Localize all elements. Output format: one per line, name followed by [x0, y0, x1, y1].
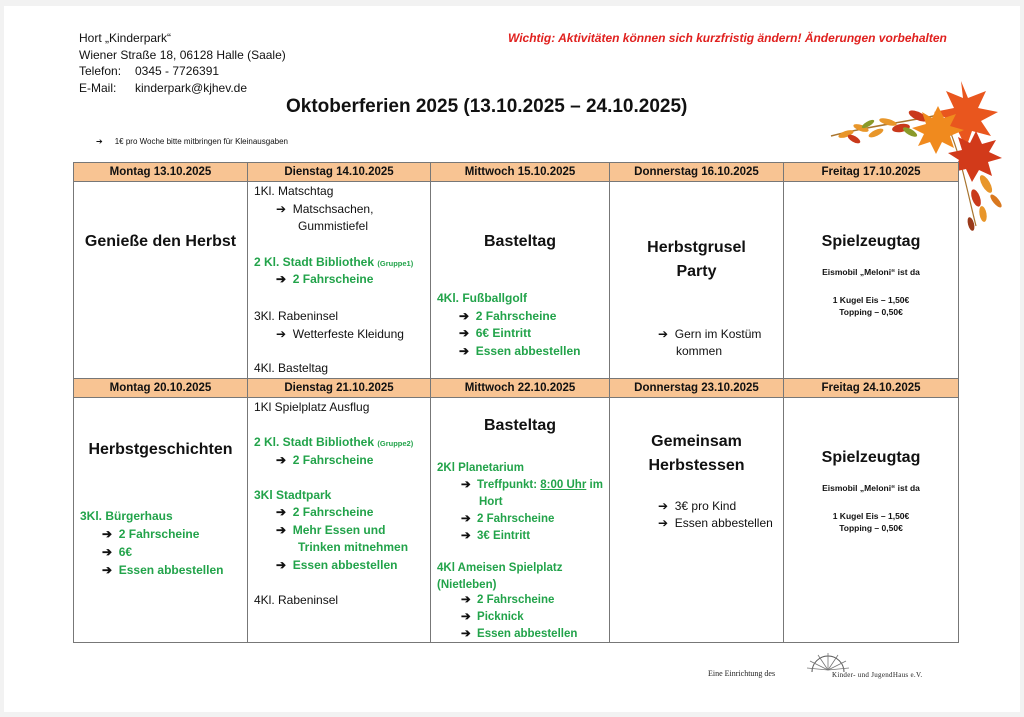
- activity-detail: [80, 544, 245, 561]
- note: [96, 137, 288, 146]
- activity-line: 3Kl Stadtpark: [254, 488, 332, 502]
- arrow-icon: ➔: [461, 513, 471, 525]
- activity-line: 3Kl. Rabeninsel: [254, 309, 339, 323]
- activity-title: Spielzeugtag: [821, 233, 921, 250]
- cell-tue-21: [248, 398, 431, 643]
- schedule-table: [73, 162, 959, 643]
- activity-text: 2 Kl. Stadt Bibliothek: [254, 255, 375, 269]
- activity-detail: [437, 592, 607, 609]
- detail-text: 3€ Eintritt: [477, 530, 531, 542]
- detail-text: Matschsachen, Gummistiefel: [292, 202, 374, 233]
- email: kinderpark@kjhev.de: [135, 80, 248, 95]
- activity-line: 4Kl. Rabeninsel: [254, 593, 339, 607]
- week2-row: [74, 398, 959, 643]
- org-logo-text: Kinder- und JugendHaus e.V.: [832, 671, 923, 679]
- phone-label: Telefon:: [79, 64, 122, 78]
- phone-line: [79, 63, 286, 80]
- detail-text: Wetterfeste Kleidung: [292, 327, 404, 341]
- detail-text: Essen abbestellen: [118, 563, 224, 577]
- activity-title: Party: [676, 263, 717, 280]
- activity-detail: [437, 325, 607, 342]
- detail-text: 2 Fahrscheine: [292, 453, 374, 467]
- activity-title: Basteltag: [483, 233, 557, 250]
- activity-detail: [80, 562, 245, 579]
- activity-detail: [437, 511, 607, 528]
- address-block: [79, 30, 286, 96]
- week1-header-row: [74, 163, 959, 182]
- detail-text: 6€ Eintritt: [475, 326, 532, 340]
- detail-text: 2 Fahrscheine: [118, 527, 200, 541]
- day-header: Donnerstag 23.10.2025: [610, 379, 784, 398]
- activity-line: 4Kl Ameisen Spielplatz (Nietleben): [437, 562, 563, 591]
- arrow-icon: ➔: [658, 516, 669, 530]
- activity-line: 4Kl. Basteltag: [254, 361, 329, 375]
- detail-text: Essen abbestellen: [674, 516, 773, 530]
- activity-detail: [634, 515, 781, 532]
- activity-detail: [437, 626, 607, 643]
- activity-detail: [437, 528, 607, 545]
- detail-text: Mehr Essen und Trinken mitnehmen: [292, 523, 409, 554]
- day-header: Freitag 24.10.2025: [784, 379, 959, 398]
- cell-wed-22: [431, 398, 610, 643]
- arrow-icon: ➔: [459, 326, 470, 340]
- detail-text: 2 Fahrscheine: [292, 272, 374, 286]
- activity-title: Spielzeugtag: [821, 449, 921, 466]
- activity-title: Herbstgrusel: [647, 239, 746, 256]
- arrow-icon: ➔: [276, 327, 287, 341]
- detail-text: 2 Fahrscheine: [475, 309, 557, 323]
- activity-line: [254, 254, 428, 272]
- arrow-icon: ➔: [461, 628, 471, 640]
- week2-header-row: [74, 379, 959, 398]
- detail-text: 2 Fahrscheine: [477, 594, 555, 606]
- arrow-icon: ➔: [276, 202, 287, 216]
- activity-title: Herbstessen: [648, 457, 745, 474]
- arrow-icon: ➔: [276, 558, 287, 572]
- activity-line: 1Kl. Matschtag: [254, 184, 334, 198]
- cell-thu-16: [610, 182, 784, 379]
- info-line: Eismobil „Meloni“ ist da: [822, 483, 920, 493]
- cell-fri-17: [784, 182, 959, 379]
- activity-line: [254, 434, 428, 452]
- activity-detail: [437, 343, 607, 360]
- arrow-icon: ➔: [461, 594, 471, 606]
- activity-line: 1Kl Spielplatz Ausflug: [254, 400, 370, 414]
- activity-detail: [254, 504, 428, 521]
- detail-text: 6€: [118, 545, 133, 559]
- activity-detail: [254, 271, 428, 288]
- cell-mon-20: [74, 398, 248, 643]
- info-line: Topping – 0,50€: [839, 307, 903, 317]
- arrow-icon: ➔: [276, 523, 287, 537]
- detail-text: 2 Fahrscheine: [292, 505, 374, 519]
- activity-detail: [254, 522, 428, 556]
- day-header: Donnerstag 16.10.2025: [610, 163, 784, 182]
- activity-detail: [437, 609, 607, 626]
- activity-detail: [437, 477, 607, 511]
- day-header: Montag 13.10.2025: [74, 163, 248, 182]
- activity-title: Genieße den Herbst: [84, 233, 237, 250]
- day-header: Freitag 17.10.2025: [784, 163, 959, 182]
- activity-text: 2 Kl. Stadt Bibliothek: [254, 435, 375, 449]
- arrow-icon: ➔: [461, 479, 471, 491]
- activity-detail: [254, 201, 428, 235]
- cell-tue-14: [248, 182, 431, 379]
- arrow-icon: ➔: [461, 530, 471, 542]
- arrow-icon: ➔: [96, 137, 103, 146]
- arrow-icon: ➔: [461, 611, 471, 623]
- address: Wiener Straße 18, 06128 Halle (Saale): [79, 47, 286, 62]
- email-line: [79, 80, 286, 97]
- day-header: Dienstag 21.10.2025: [248, 379, 431, 398]
- day-header: Mittwoch 22.10.2025: [431, 379, 610, 398]
- detail-text: Picknick: [477, 611, 524, 623]
- activity-detail: [634, 498, 781, 515]
- activity-title: Basteltag: [483, 417, 557, 434]
- detail-text: Gern im Kostüm kommen: [674, 327, 762, 358]
- note-text: 1€ pro Woche bitte mitbringen für Kleinausgaben: [114, 137, 288, 146]
- group-label: (Gruppe2): [377, 439, 414, 448]
- activity-line: 3Kl. Bürgerhaus: [80, 509, 173, 523]
- group-label: (Gruppe1): [377, 259, 414, 268]
- activity-line: 2Kl Planetarium: [437, 462, 524, 474]
- arrow-icon: ➔: [658, 499, 669, 513]
- detail-text: im Hort: [479, 479, 603, 508]
- week1-row: [74, 182, 959, 379]
- activity-title: Herbstgeschichten: [88, 441, 233, 458]
- arrow-icon: ➔: [102, 545, 113, 559]
- arrow-icon: ➔: [102, 563, 113, 577]
- info-line: 1 Kugel Eis – 1,50€: [832, 295, 910, 305]
- day-header: Mittwoch 15.10.2025: [431, 163, 610, 182]
- info-line: 1 Kugel Eis – 1,50€: [832, 511, 910, 521]
- org-name: Hort „Kinderpark“: [79, 31, 172, 45]
- day-header: Montag 20.10.2025: [74, 379, 248, 398]
- activity-detail: [254, 452, 428, 469]
- activity-detail: [437, 308, 607, 325]
- detail-text: 2 Fahrscheine: [477, 513, 555, 525]
- info-line: Eismobil „Meloni“ ist da: [822, 267, 920, 277]
- arrow-icon: ➔: [276, 272, 287, 286]
- detail-text: Essen abbestellen: [475, 344, 581, 358]
- activity-detail: [254, 557, 428, 574]
- phone-number: 0345 - 7726391: [135, 64, 220, 78]
- arrow-icon: ➔: [459, 344, 470, 358]
- warning-text: Wichtig: Aktivitäten können sich kurzfristig ändern! Änderungen vorbehalten: [508, 31, 947, 45]
- arrow-icon: ➔: [276, 505, 287, 519]
- cell-wed-15: [431, 182, 610, 379]
- footer-text: Eine Einrichtung des: [708, 669, 776, 678]
- activity-detail: [80, 526, 245, 543]
- activity-detail: [634, 326, 781, 360]
- detail-text: 3€ pro Kind: [674, 499, 737, 513]
- cell-thu-23: [610, 398, 784, 643]
- activity-title: Gemeinsam: [651, 433, 742, 450]
- meeting-time: 8:00 Uhr: [540, 479, 587, 491]
- page-title: Oktoberferien 2025 (13.10.2025 – 24.10.2025): [286, 96, 688, 117]
- cell-mon-13: [74, 182, 248, 379]
- info-line: Topping – 0,50€: [839, 523, 903, 533]
- detail-text: Essen abbestellen: [292, 558, 398, 572]
- detail-text: Treffpunkt:: [477, 479, 541, 491]
- day-header: Dienstag 14.10.2025: [248, 163, 431, 182]
- arrow-icon: ➔: [459, 309, 470, 323]
- activity-line: 4Kl. Fußballgolf: [437, 291, 527, 305]
- arrow-icon: ➔: [102, 527, 113, 541]
- cell-fri-24: [784, 398, 959, 643]
- detail-text: Essen abbestellen: [477, 628, 578, 640]
- activity-detail: [254, 326, 428, 343]
- email-label: E-Mail:: [79, 80, 117, 95]
- arrow-icon: ➔: [658, 327, 669, 341]
- arrow-icon: ➔: [276, 453, 287, 467]
